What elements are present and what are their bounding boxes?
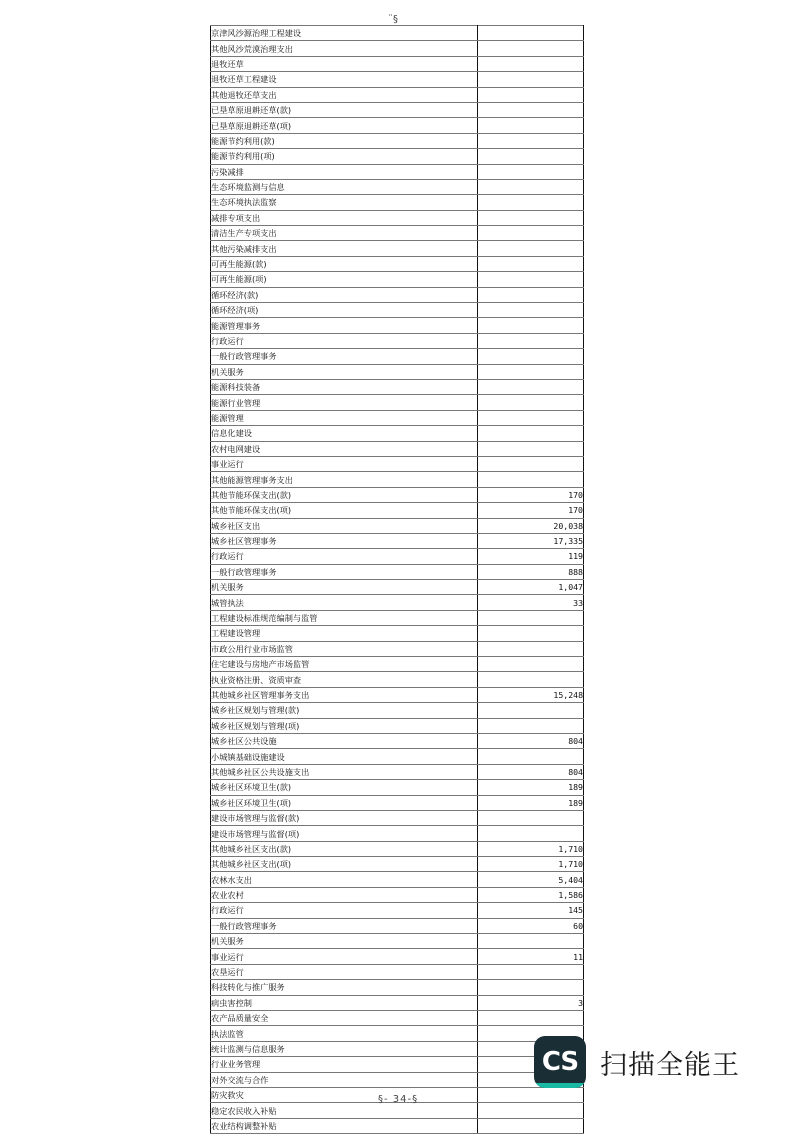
row-item-name: 清洁生产专项支出 bbox=[211, 226, 478, 241]
row-item-value: 20,038 bbox=[478, 518, 584, 533]
row-item-value bbox=[478, 441, 584, 456]
row-item-value bbox=[478, 164, 584, 179]
row-item-name: 能源管理事务 bbox=[211, 318, 478, 333]
row-item-name: 防灾救灾 bbox=[211, 1087, 478, 1102]
table-row bbox=[211, 733, 584, 748]
row-item-value bbox=[478, 379, 584, 394]
row-item-value bbox=[478, 318, 584, 333]
row-item-name: 建设市场管理与监督(款) bbox=[211, 810, 478, 825]
row-item-name: 城乡社区支出 bbox=[211, 518, 478, 533]
row-item-value: 170 bbox=[478, 503, 584, 518]
table-row bbox=[211, 1011, 584, 1026]
table-row bbox=[211, 56, 584, 71]
row-item-name: 农村电网建设 bbox=[211, 441, 478, 456]
row-item-value bbox=[478, 626, 584, 641]
row-item-value bbox=[478, 749, 584, 764]
row-item-name: 其他城乡社区支出(项) bbox=[211, 857, 478, 872]
row-item-value bbox=[478, 610, 584, 625]
row-item-value bbox=[478, 395, 584, 410]
table-row bbox=[211, 472, 584, 487]
table-row bbox=[211, 410, 584, 425]
row-item-name: 其他城乡社区支出(款) bbox=[211, 841, 478, 856]
row-item-value bbox=[478, 149, 584, 164]
row-item-name: 其他城乡社区公共设施支出 bbox=[211, 764, 478, 779]
row-item-value bbox=[478, 641, 584, 656]
row-item-name: 执业资格注册、资质审查 bbox=[211, 672, 478, 687]
table-row bbox=[211, 841, 584, 856]
row-item-name: 其他污染减排支出 bbox=[211, 241, 478, 256]
row-item-name: 小城镇基础设施建设 bbox=[211, 749, 478, 764]
table-row bbox=[211, 564, 584, 579]
table-row bbox=[211, 610, 584, 625]
row-item-name: 农垦运行 bbox=[211, 964, 478, 979]
row-item-value: 15,248 bbox=[478, 687, 584, 702]
table-row bbox=[211, 133, 584, 148]
row-item-name: 对外交流与合作 bbox=[211, 1072, 478, 1087]
table-row bbox=[211, 1041, 584, 1056]
table-row bbox=[211, 426, 584, 441]
row-item-name: 可再生能源(款) bbox=[211, 256, 478, 271]
row-item-name: 事业运行 bbox=[211, 456, 478, 471]
row-item-value: 60 bbox=[478, 918, 584, 933]
row-item-value bbox=[478, 256, 584, 271]
row-item-value: 33 bbox=[478, 595, 584, 610]
table-row bbox=[211, 872, 584, 887]
camscanner-watermark bbox=[534, 1034, 784, 1090]
row-item-value bbox=[478, 456, 584, 471]
row-item-name: 生态环境监测与信息 bbox=[211, 179, 478, 194]
row-item-value: 804 bbox=[478, 733, 584, 748]
table-row bbox=[211, 395, 584, 410]
row-item-name: 城管执法 bbox=[211, 595, 478, 610]
row-item-name: 能源管理 bbox=[211, 410, 478, 425]
watermark-app-name: 扫描全能王 bbox=[600, 1049, 740, 1081]
row-item-name: 城乡社区环境卫生(项) bbox=[211, 795, 478, 810]
row-item-name: 城乡社区规划与管理(项) bbox=[211, 718, 478, 733]
row-item-name: 工程建设标准规范编制与监管 bbox=[211, 610, 478, 625]
row-item-name: 农业结构调整补贴 bbox=[211, 1118, 478, 1133]
row-item-name: 一般行政管理事务 bbox=[211, 918, 478, 933]
table-row bbox=[211, 1103, 584, 1118]
table-row bbox=[211, 441, 584, 456]
table-row bbox=[211, 72, 584, 87]
row-item-value bbox=[478, 426, 584, 441]
row-item-name: 事业运行 bbox=[211, 949, 478, 964]
table-row bbox=[211, 179, 584, 194]
table-row bbox=[211, 934, 584, 949]
row-item-name: 污染减排 bbox=[211, 164, 478, 179]
row-item-name: 农林水支出 bbox=[211, 872, 478, 887]
row-item-value bbox=[478, 718, 584, 733]
row-item-name: 行政运行 bbox=[211, 549, 478, 564]
row-item-value bbox=[478, 703, 584, 718]
row-item-name: 城乡社区公共设施 bbox=[211, 733, 478, 748]
row-item-value bbox=[478, 1103, 584, 1118]
row-item-value bbox=[478, 826, 584, 841]
table-row bbox=[211, 272, 584, 287]
row-item-value bbox=[478, 118, 584, 133]
row-item-name: 机关服务 bbox=[211, 364, 478, 379]
row-item-value bbox=[478, 195, 584, 210]
row-item-value: 5,404 bbox=[478, 872, 584, 887]
table-row bbox=[211, 626, 584, 641]
row-item-value bbox=[478, 210, 584, 225]
row-item-value bbox=[478, 56, 584, 71]
row-item-value bbox=[478, 980, 584, 995]
row-item-name: 能源节约利用(项) bbox=[211, 149, 478, 164]
row-item-value bbox=[478, 364, 584, 379]
logo-text: CS bbox=[541, 1047, 579, 1077]
table-row bbox=[211, 641, 584, 656]
row-item-name: 城乡社区规划与管理(款) bbox=[211, 703, 478, 718]
table-row bbox=[211, 364, 584, 379]
row-item-name: 循环经济(款) bbox=[211, 287, 478, 302]
row-item-value: 119 bbox=[478, 549, 584, 564]
row-item-name: 农产品质量安全 bbox=[211, 1011, 478, 1026]
table-row bbox=[211, 672, 584, 687]
row-item-value: 1,586 bbox=[478, 887, 584, 902]
row-item-name: 退牧还草工程建设 bbox=[211, 72, 478, 87]
table-row bbox=[211, 857, 584, 872]
row-item-name: 其他退牧还草支出 bbox=[211, 87, 478, 102]
row-item-name: 已垦草原退耕还草(项) bbox=[211, 118, 478, 133]
row-item-value bbox=[478, 72, 584, 87]
table-row bbox=[211, 41, 584, 56]
row-item-value bbox=[478, 810, 584, 825]
row-item-value bbox=[478, 410, 584, 425]
table-row bbox=[211, 749, 584, 764]
row-item-name: 信息化建设 bbox=[211, 426, 478, 441]
row-item-name: 减排专项支出 bbox=[211, 210, 478, 225]
row-item-value bbox=[478, 41, 584, 56]
table-row bbox=[211, 980, 584, 995]
row-item-value: 888 bbox=[478, 564, 584, 579]
row-item-value: 189 bbox=[478, 795, 584, 810]
row-item-value bbox=[478, 303, 584, 318]
row-item-name: 住宅建设与房地产市场监管 bbox=[211, 657, 478, 672]
row-item-name: 能源行业管理 bbox=[211, 395, 478, 410]
row-item-value bbox=[478, 87, 584, 102]
row-item-value bbox=[478, 672, 584, 687]
table-row bbox=[211, 810, 584, 825]
row-item-value bbox=[478, 102, 584, 117]
row-item-name: 其他城乡社区管理事务支出 bbox=[211, 687, 478, 702]
row-item-name: 可再生能源(项) bbox=[211, 272, 478, 287]
row-item-name: 科技转化与推广服务 bbox=[211, 980, 478, 995]
table-row bbox=[211, 964, 584, 979]
table-row bbox=[211, 687, 584, 702]
row-item-name: 能源科技装备 bbox=[211, 379, 478, 394]
table-row bbox=[211, 949, 584, 964]
table-row bbox=[211, 164, 584, 179]
table-row bbox=[211, 533, 584, 548]
row-item-name: 市政公用行业市场监管 bbox=[211, 641, 478, 656]
table-row bbox=[211, 918, 584, 933]
row-item-value bbox=[478, 657, 584, 672]
row-item-name: 执法监管 bbox=[211, 1026, 478, 1041]
table-row bbox=[211, 826, 584, 841]
table-row bbox=[211, 1118, 584, 1133]
table-row bbox=[211, 333, 584, 348]
table-row bbox=[211, 995, 584, 1010]
row-item-name: 农业农村 bbox=[211, 887, 478, 902]
table-row bbox=[211, 580, 584, 595]
table-row bbox=[211, 456, 584, 471]
table-row bbox=[211, 503, 584, 518]
row-item-name: 建设市场管理与监督(项) bbox=[211, 826, 478, 841]
table-row bbox=[211, 87, 584, 102]
row-item-name: 其他能源管理事务支出 bbox=[211, 472, 478, 487]
row-item-value bbox=[478, 133, 584, 148]
table-row bbox=[211, 657, 584, 672]
row-item-name: 一般行政管理事务 bbox=[211, 564, 478, 579]
table-row bbox=[211, 256, 584, 271]
table-row bbox=[211, 795, 584, 810]
table-row bbox=[211, 780, 584, 795]
table-row bbox=[211, 287, 584, 302]
table-row bbox=[211, 595, 584, 610]
table-row bbox=[211, 1057, 584, 1072]
table-row bbox=[211, 102, 584, 117]
table-row bbox=[211, 195, 584, 210]
page-header-mark: ¨§ bbox=[388, 14, 398, 25]
table-row bbox=[211, 487, 584, 502]
row-item-name: 生态环境执法监察 bbox=[211, 195, 478, 210]
row-item-name: 城乡社区环境卫生(款) bbox=[211, 780, 478, 795]
row-item-value bbox=[478, 1011, 584, 1026]
row-item-name: 能源节约利用(款) bbox=[211, 133, 478, 148]
row-item-name: 病虫害控制 bbox=[211, 995, 478, 1010]
row-item-name: 其他风沙荒漠治理支出 bbox=[211, 41, 478, 56]
row-item-value: 145 bbox=[478, 903, 584, 918]
table-row bbox=[211, 518, 584, 533]
row-item-name: 行业业务管理 bbox=[211, 1057, 478, 1072]
table-row bbox=[211, 26, 584, 41]
row-item-value bbox=[478, 472, 584, 487]
row-item-value bbox=[478, 241, 584, 256]
row-item-value: 1,710 bbox=[478, 857, 584, 872]
table-row bbox=[211, 349, 584, 364]
row-item-value bbox=[478, 179, 584, 194]
table-row bbox=[211, 149, 584, 164]
table-row bbox=[211, 210, 584, 225]
row-item-name: 行政运行 bbox=[211, 903, 478, 918]
row-item-value bbox=[478, 1118, 584, 1133]
row-item-value: 189 bbox=[478, 780, 584, 795]
table-row bbox=[211, 887, 584, 902]
row-item-value: 1,047 bbox=[478, 580, 584, 595]
row-item-value bbox=[478, 287, 584, 302]
budget-expenditure-table bbox=[210, 25, 584, 1134]
row-item-value: 804 bbox=[478, 764, 584, 779]
row-item-value: 11 bbox=[478, 949, 584, 964]
row-item-name: 其他节能环保支出(项) bbox=[211, 503, 478, 518]
row-item-name: 已垦草原退耕还草(款) bbox=[211, 102, 478, 117]
row-item-value: 3 bbox=[478, 995, 584, 1010]
row-item-value bbox=[478, 226, 584, 241]
table-row bbox=[211, 549, 584, 564]
row-item-name: 循环经济(项) bbox=[211, 303, 478, 318]
row-item-name: 稳定农民收入补贴 bbox=[211, 1103, 478, 1118]
table-row bbox=[211, 764, 584, 779]
row-item-name: 行政运行 bbox=[211, 333, 478, 348]
table-row bbox=[211, 303, 584, 318]
row-item-name: 京津风沙源治理工程建设 bbox=[211, 26, 478, 41]
row-item-name: 机关服务 bbox=[211, 580, 478, 595]
table-row bbox=[211, 241, 584, 256]
row-item-value bbox=[478, 349, 584, 364]
row-item-value: 1,710 bbox=[478, 841, 584, 856]
table-row bbox=[211, 118, 584, 133]
row-item-name: 其他节能环保支出(款) bbox=[211, 487, 478, 502]
row-item-value: 170 bbox=[478, 487, 584, 502]
table-row bbox=[211, 226, 584, 241]
row-item-name: 一般行政管理事务 bbox=[211, 349, 478, 364]
table-row bbox=[211, 318, 584, 333]
table-row bbox=[211, 1026, 584, 1041]
row-item-name: 城乡社区管理事务 bbox=[211, 533, 478, 548]
row-item-value bbox=[478, 272, 584, 287]
logo-accent-bar bbox=[534, 1083, 586, 1088]
table-row bbox=[211, 703, 584, 718]
table-row bbox=[211, 718, 584, 733]
page-number: §- 34-§ bbox=[378, 1094, 419, 1105]
row-item-value bbox=[478, 934, 584, 949]
row-item-value bbox=[478, 333, 584, 348]
row-item-value bbox=[478, 964, 584, 979]
table-row bbox=[211, 379, 584, 394]
table-row bbox=[211, 903, 584, 918]
row-item-name: 工程建设管理 bbox=[211, 626, 478, 641]
row-item-name: 退牧还草 bbox=[211, 56, 478, 71]
row-item-value: 17,335 bbox=[478, 533, 584, 548]
row-item-name: 统计监测与信息服务 bbox=[211, 1041, 478, 1056]
camscanner-logo-icon bbox=[534, 1036, 586, 1088]
table-row bbox=[211, 1072, 584, 1087]
row-item-value bbox=[478, 26, 584, 41]
row-item-name: 机关服务 bbox=[211, 934, 478, 949]
